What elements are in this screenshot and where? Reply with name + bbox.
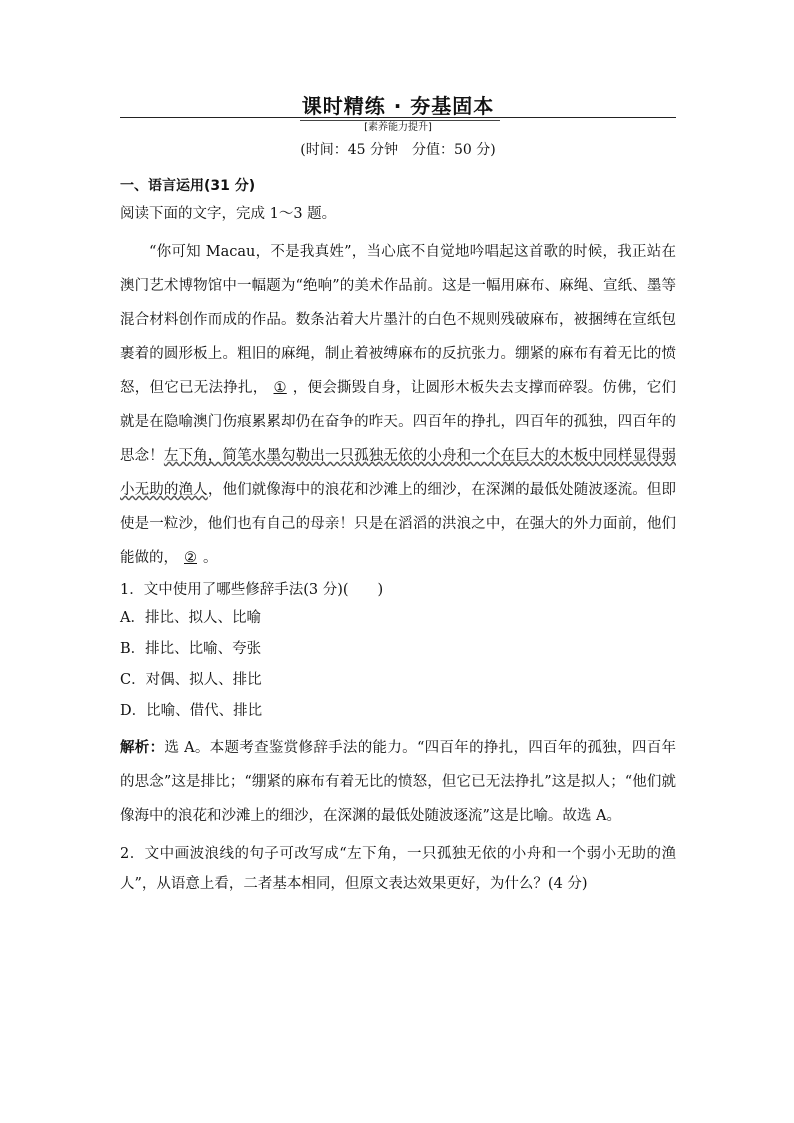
page-subtitle: [素养能力提升] xyxy=(364,122,432,133)
page-title: 课时精练 · 夯基固本 xyxy=(301,94,495,118)
question-2-stem: 2．文中画波浪线的句子可改写成“左下角，一只孤独无依的小舟和一个弱小无助的渔人”，从语意上看，二者基本相同，但原文表达效果更好，为什么？(4 分) xyxy=(120,846,676,892)
section-heading: 一、语言运用(31 分) xyxy=(120,178,256,194)
option-d: D．比喻、借代、排比 xyxy=(120,703,263,719)
analysis-label: 解析： xyxy=(120,739,165,756)
option-c: C．对偶、拟人、排比 xyxy=(120,672,262,688)
passage-part-3: ，他们就像海中的浪花和沙滩上的细沙，在深渊的最低处随波逐流。但即使是一粒沙，他们也有自己的母亲！只是在滔滔的洪浪之中，在强大的外力面前，他们能做的， xyxy=(120,482,676,566)
passage-part-4: 。 xyxy=(203,550,218,566)
blank-1: ① xyxy=(273,380,287,396)
analysis-text: 选 A。本题考查鉴赏修辞手法的能力。“四百年的挣扎，四百年的孤独，四百年的思念”这是排比；“绷紧的麻布有着无比的愤怒，但它已无法挣扎”这是拟人；“他们就像海中的浪花和沙滩上的细沙，在深渊的最低处随波逐流”这是比喻。故选 A。 xyxy=(120,740,677,824)
blank-2: ② xyxy=(184,550,197,566)
subtitle-rule xyxy=(300,120,500,121)
reading-passage xyxy=(120,235,676,575)
question-1-stem: 1．文中使用了哪些修辞手法(3 分)( ) xyxy=(120,582,384,598)
time-score-info: (时间：45 分钟 分值：50 分) xyxy=(300,142,496,158)
section-instruction: 阅读下面的文字，完成 1～3 题。 xyxy=(120,206,337,222)
wavy-underlined-sentence: 左下角，简笔水墨勾勒出一只孤独无依的小舟和一个在巨大的木板中同样显得弱小无助的渔人 xyxy=(120,448,676,498)
title-block xyxy=(120,94,676,118)
option-a: A．排比、拟人、比喻 xyxy=(120,610,261,626)
option-b: B．排比、比喻、夸张 xyxy=(120,641,262,657)
passage-part-2: ，便会撕毁自身，让圆形木板失去支撑而碎裂。仿佛，它们就是在隐喻澳门伤痕累累却仍在奋争的昨天。四百年的挣扎，四百年的孤独，四百年的思念！ xyxy=(120,380,676,464)
content xyxy=(120,175,676,899)
title-rule xyxy=(120,117,676,118)
passage-part-1: “你可知 Macau，不是我真姓”，当心底不自觉地吟唱起这首歌的时候，我正站在澳门艺术博物馆中一幅题为“绝响”的美术作品前。这是一幅用麻布、麻绳、宣纸、墨等混合材料创作而成的作品。数条沾着大片墨汁的白色不规则残破麻布，被捆缚在宣纸包裹着的圆形板上。粗旧的麻绳，制止着被缚麻布的反抗张力。绷紧的麻布有着无比的愤怒，但它已无法挣扎， xyxy=(120,244,676,396)
analysis-1 xyxy=(120,731,676,833)
